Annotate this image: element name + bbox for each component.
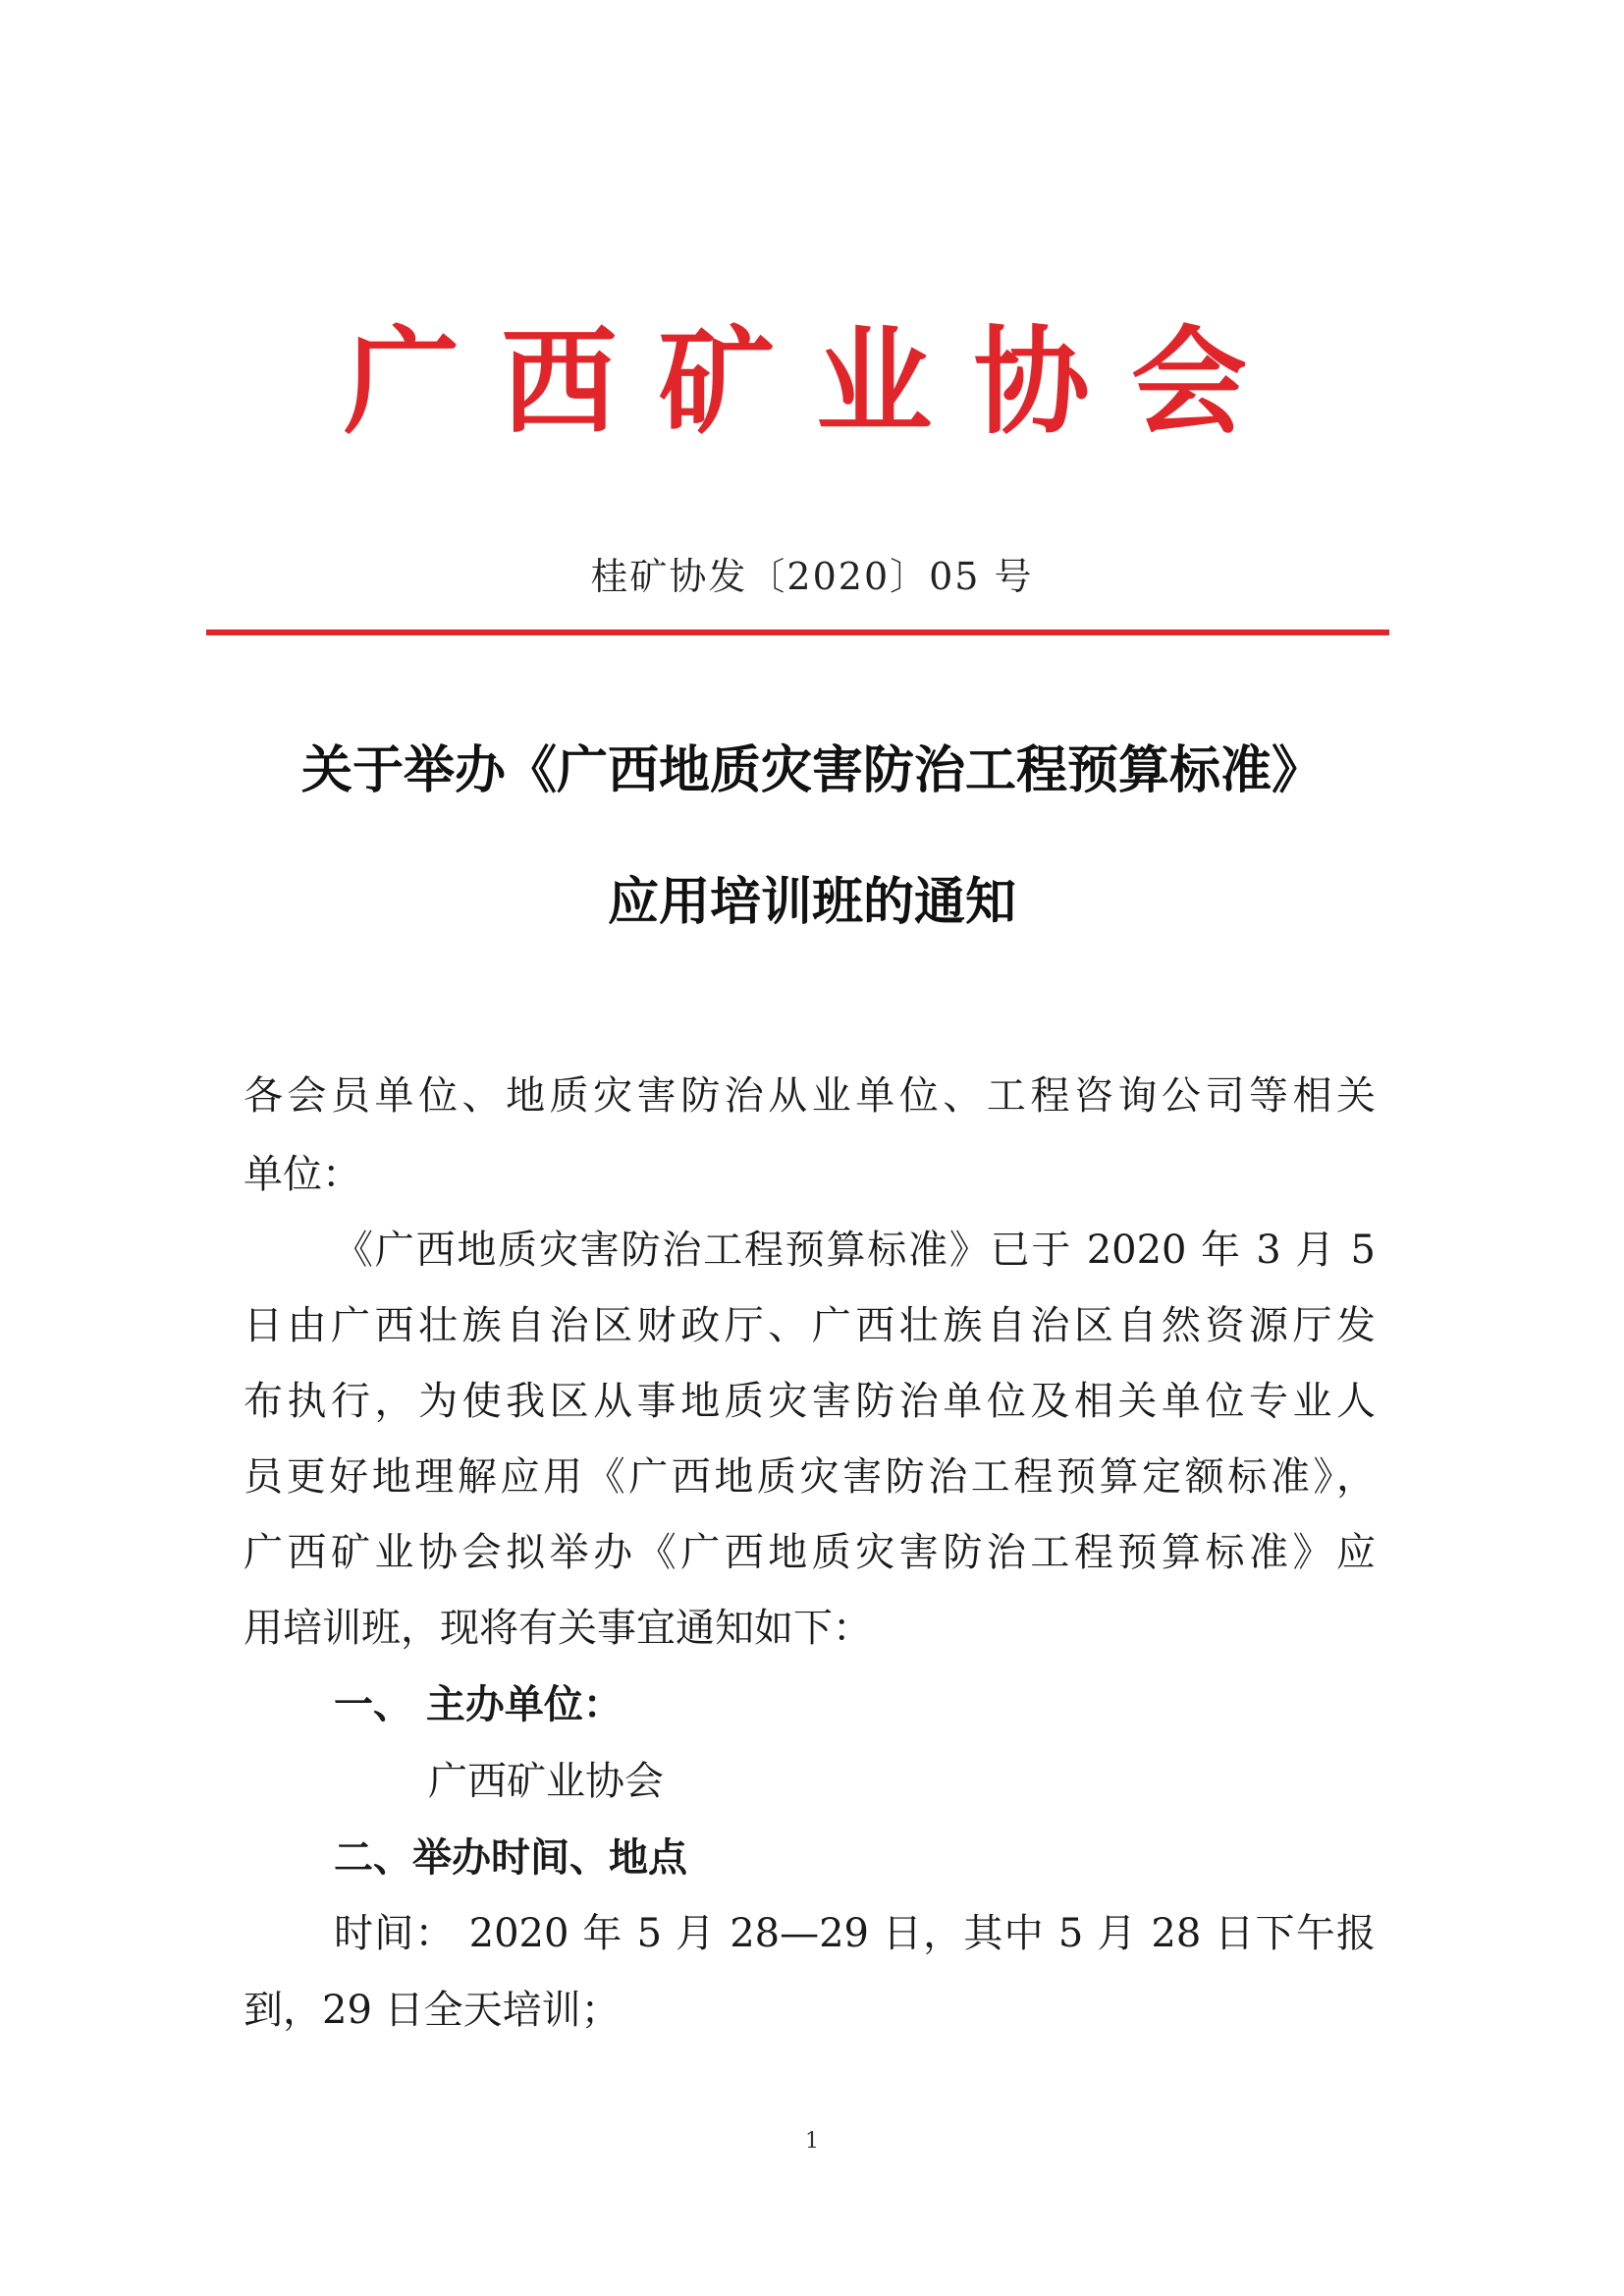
paragraph-line: 用培训班，现将有关事宜通知如下： [244,1606,872,1651]
paragraph-line: 广西矿业协会拟举办《广西地质灾害防治工程预算标准》应 [244,1530,1376,1575]
page-number: 1 [805,2129,819,2154]
paragraph-line: 布执行，为使我区从事地质灾害防治单位及相关单位专业人 [244,1379,1376,1424]
masthead-char: 广 [344,313,460,450]
paragraph-line: 《广西地质灾害防治工程预算标准》已于 2020 年 3 月 5 [334,1228,1376,1273]
time-line: 到，29 日全天培训； [244,1988,621,2033]
masthead-char: 矿 [658,313,775,450]
section-content: 广西矿业协会 [428,1759,664,1804]
section-heading: 一、 主办单位： [334,1682,623,1727]
notice-title-line1: 关于举办《广西地质灾害防治工程预算标准》 [300,741,1323,800]
time-line: 时间： 2020 年 5 月 28—29 日，其中 5 月 28 日下午报 [334,1911,1376,1956]
masthead-char: 协 [973,313,1090,450]
masthead-char: 西 [501,313,618,450]
document-number: 桂矿协发〔2020〕05 号 [590,555,1034,598]
masthead-title [344,313,1247,450]
section-heading: 二、举办时间、地点 [334,1835,687,1881]
masthead-char: 会 [1130,313,1247,450]
masthead-char: 业 [816,313,933,450]
addressee-line: 各会员单位、地质灾害防治从业单位、工程咨询公司等相关 [244,1073,1376,1119]
paragraph-line: 员更好地理解应用《广西地质灾害防治工程预算定额标准》， [244,1454,1376,1500]
paragraph-line: 日由广西壮族自治区财政厅、广西壮族自治区自然资源厅发 [244,1303,1376,1348]
addressee-line: 单位： [244,1152,361,1197]
notice-title-line2: 应用培训班的通知 [607,873,1016,932]
red-divider [206,629,1389,635]
